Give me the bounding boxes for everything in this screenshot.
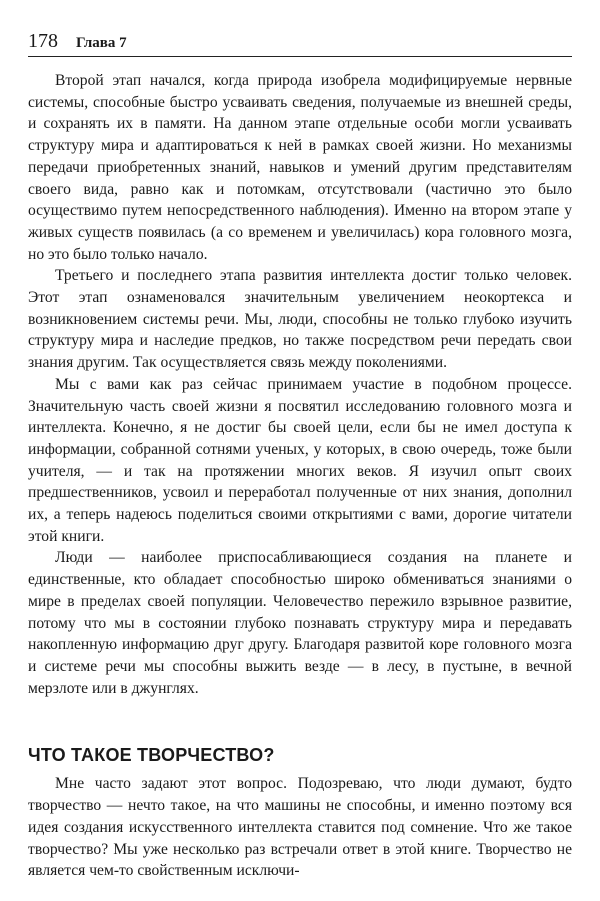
body-paragraph: Мы с вами как раз сейчас принимаем участие в подобном процессе. Значительную часть своей жизни я посвятил исследованию головного мозга и интеллекта. Конечно, я не достиг бы своей цели, если бы не имел доступа к информации, собранной сотнями ученых, у которых, в свою очередь, тоже были учителя, — и так на протяжении многих веков. Я изучил опыт своих предшественников, усвоил и переработал полученные от них знания, дополнил их, а теперь надеюсь поделиться своими открытиями с вами, дорогие читатели этой книги. [28, 375, 572, 545]
section-paragraph: Мне часто задают этот вопрос. Подозреваю, что люди думают, будто творчество — нечто такое, на что машины не способны, и именно поэтому вся идея создания искусственного интеллекта ставится под сомнение. Что же такое творчество? Мы уже несколько раз встречали ответ в этой книге. Творчество не является чем-то свойственным исключи- [28, 775, 572, 880]
body-paragraph: Люди — наиболее приспосабливающиеся создания на планете и единственные, кто обладает способностью широко обмениваться знаниями о мире в пределах своей популяции. Человечество пережило взрывное развитие, потому что мы в состоянии глубоко познавать структуру мира и передавать накопленную информацию друг другу. Благодаря развитой коре головного мозга и системе речи мы способны выжить везде — в лесу, в пустыне, в вечной мерзлоте или в джунглях. [28, 549, 572, 697]
running-header [28, 30, 572, 57]
page-number: 178 [28, 30, 58, 52]
section-heading: ЧТО ТАКОЕ ТВОРЧЕСТВО? [28, 745, 275, 766]
body-paragraph: Третьего и последнего этапа развития интеллекта достиг только человек. Этот этап ознаменовался значительным увеличением неокортекса и возникновением системы речи. Мы, люди, способны не только глубоко изучить структуру мира и наследие предков, но также посредством речи передать свои знания другим. Так осуществляется связь между поколениями. [28, 267, 572, 372]
chapter-title: Глава 7 [76, 35, 127, 51]
body-paragraph: Второй этап начался, когда природа изобрела модифицируемые нервные системы, способные быстро усваивать сведения, получаемые из внешней среды, и сохранять их в памяти. На данном этапе отдельные особи могли усваивать структуру мира и адаптироваться к ней в рамках своей жизни. Но механизмы передачи приобретенных знаний, навыков и умений другим представителям своего вида, равно как и потомкам, отсутствовали (частично это было осуществимо путем непосредственного наблюдения). Именно на втором этапе у живых существ появилась (а со временем и увеличилась) кора головного мозга, но это было только начало. [28, 72, 572, 263]
page-content [28, 70, 572, 882]
